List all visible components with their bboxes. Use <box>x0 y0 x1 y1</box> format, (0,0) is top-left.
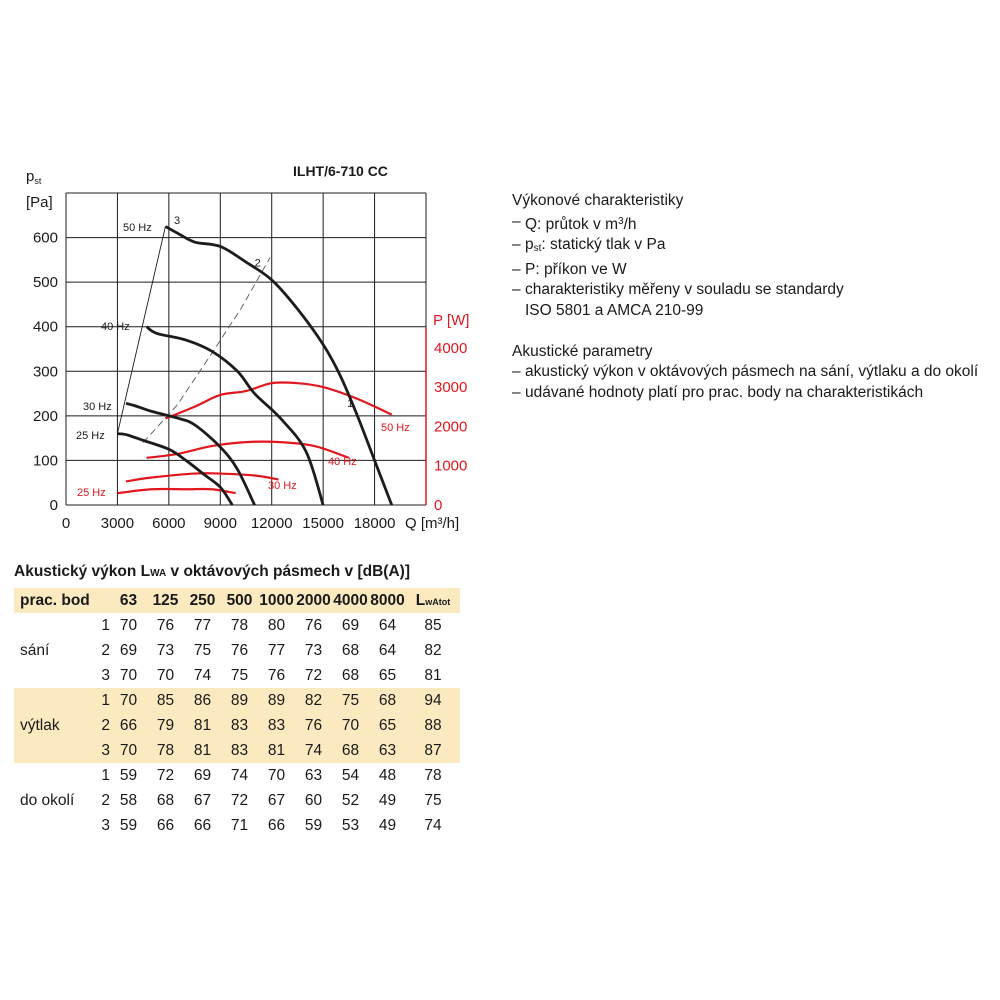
table-group-label <box>14 663 92 688</box>
table-cell: 73 <box>156 641 175 659</box>
y-tick-label: 100 <box>32 452 58 470</box>
chart-title: ILHT/6-710 CC <box>293 163 388 179</box>
table-cell: 81 <box>184 738 221 763</box>
table-cell: 63 <box>369 738 406 763</box>
table-cell: 68 <box>341 666 360 684</box>
table-row <box>14 613 460 638</box>
table-title-post: v oktávových pásmech v [dB(A)] <box>166 563 410 580</box>
table-point-cell: 2 <box>92 713 110 738</box>
table-cell: 76 <box>304 616 323 634</box>
table-cell: 66 <box>267 816 286 834</box>
pressure-series-label: 40 Hz <box>101 321 130 333</box>
table-cell: 78 <box>147 738 184 763</box>
table-cell: 74 <box>230 766 249 784</box>
header-total-sub: wAtot <box>425 596 451 607</box>
table-group-label <box>14 613 92 638</box>
table-cell: 65 <box>369 713 406 738</box>
y-tick-label: 400 <box>32 318 58 336</box>
table-cell: 76 <box>295 713 332 738</box>
table-cell: 49 <box>378 791 397 809</box>
table-cell: 65 <box>378 666 397 684</box>
table-cell: 85 <box>147 688 184 713</box>
table-row <box>14 713 460 738</box>
info-item-p-text: P: příkon ve W <box>525 260 627 278</box>
header-cell-2000: 2000 <box>295 588 332 613</box>
pressure-series-label: 30 Hz <box>83 401 112 413</box>
x-tick-label: 9000 <box>203 515 237 532</box>
table-cell: 79 <box>147 713 184 738</box>
table-cell: 89 <box>258 688 295 713</box>
table-cell: 74 <box>295 738 332 763</box>
table-cell: 81 <box>424 666 442 684</box>
x-axis-label: Q [m³/h] <box>405 515 460 532</box>
y-tick-label: 0 <box>49 497 58 514</box>
table-cell: 77 <box>267 641 286 659</box>
table-cell: 75 <box>332 688 369 713</box>
table-cell: 70 <box>156 666 175 684</box>
table-cell: 68 <box>332 738 369 763</box>
table-point-cell: 2 <box>101 791 110 809</box>
table-cell: 82 <box>295 688 332 713</box>
table-title-sub: WA <box>150 568 167 579</box>
info-item-q-sup: 3 <box>618 215 624 227</box>
y2-tick-label: 2000 <box>434 418 468 436</box>
table-cell: 80 <box>267 616 286 634</box>
table-group-label: do okolí <box>20 791 75 809</box>
table-cell: 75 <box>193 641 212 659</box>
info-item-q-text: Q: průtok v m <box>525 215 619 233</box>
chart-labels <box>26 163 469 532</box>
chart-grid <box>66 193 426 505</box>
table-point-cell: 3 <box>101 816 110 834</box>
table-point-cell: 3 <box>101 666 110 684</box>
info-item-pst-text: p <box>525 236 534 254</box>
header-cell-4000: 4000 <box>332 588 369 613</box>
table-body <box>14 613 460 838</box>
table-row <box>14 688 460 713</box>
table-cell: 72 <box>156 766 175 784</box>
table-cell: 64 <box>378 616 397 634</box>
table-cell: 72 <box>230 791 249 809</box>
table-point-cell: 1 <box>92 688 110 713</box>
operating-point-label: 3 <box>174 215 181 228</box>
table-group-label <box>14 688 92 713</box>
table-cell: 63 <box>304 766 323 784</box>
table-cell: 64 <box>378 641 397 659</box>
table-cell: 85 <box>424 616 442 634</box>
table-cell: 68 <box>156 791 175 809</box>
table-cell: 49 <box>378 816 397 834</box>
y-tick-label: 200 <box>32 407 58 425</box>
y-tick-label: 600 <box>32 229 58 247</box>
table-cell: 70 <box>119 666 138 684</box>
table-point-cell: 2 <box>101 641 110 659</box>
header-cell-point: prac. bod <box>14 588 110 613</box>
table-cell: 59 <box>119 816 138 834</box>
table-cell: 70 <box>119 616 138 634</box>
table-header-row <box>14 588 460 613</box>
table-cell: 66 <box>156 816 175 834</box>
header-total-main: L <box>415 591 426 609</box>
acoustic-table <box>14 588 460 838</box>
table-group-label <box>14 813 92 838</box>
x-tick-label: 15000 <box>302 515 345 532</box>
table-cell: 74 <box>193 666 212 684</box>
power-series-label: 40 Hz <box>328 456 357 468</box>
header-cell-500: 500 <box>221 588 258 613</box>
table-cell: 76 <box>230 641 249 659</box>
table-group-label: sání <box>20 641 50 659</box>
info-list-performance <box>512 212 992 301</box>
table-cell: 87 <box>406 738 460 763</box>
table-cell: 78 <box>424 766 442 784</box>
table-cell: 73 <box>304 641 323 659</box>
table-cell: 83 <box>221 738 258 763</box>
header-cell-250: 250 <box>184 588 221 613</box>
y-axis-label: $p_{st}$ <box>26 168 42 186</box>
system-curves <box>117 226 270 442</box>
y2-tick-label: 1000 <box>434 457 468 475</box>
y2-tick-label: 0 <box>434 497 443 514</box>
table-group-label <box>14 738 92 763</box>
info-heading-acoustic: Akustické parametry <box>512 342 653 360</box>
table-cell: 68 <box>369 688 406 713</box>
table-row <box>14 663 460 688</box>
y2-axis-label: P [W] <box>433 312 470 329</box>
table-cell: 70 <box>110 688 147 713</box>
table-title-pre: Akustický výkon L <box>14 563 151 580</box>
x-tick-label: 12000 <box>250 515 293 532</box>
info-item-p <box>512 260 992 281</box>
table-row <box>14 738 460 763</box>
table-cell: 70 <box>267 766 286 784</box>
table-cell: 76 <box>267 666 286 684</box>
table-cell: 70 <box>332 713 369 738</box>
header-cell-8000: 8000 <box>369 588 406 613</box>
info-item-pst-sub: st <box>533 243 542 255</box>
pressure-curve-50hz <box>165 226 391 505</box>
y2-tick-label: 3000 <box>434 379 468 397</box>
header-cell-63: 63 <box>110 588 147 613</box>
info-item-q <box>512 212 992 236</box>
power-series-label: 30 Hz <box>268 480 297 492</box>
table-row <box>14 638 460 663</box>
info-item-pst <box>512 235 992 260</box>
x-tick-label: 0 <box>61 515 71 532</box>
table-cell: 70 <box>110 738 147 763</box>
table-row <box>14 788 460 813</box>
info-item-acoustic-1: – akustický výkon v oktávových pásmech na sání, výtlaku a do okolí <box>512 362 992 383</box>
operating-point-label: 2 <box>254 257 261 270</box>
table-cell: 53 <box>341 816 360 834</box>
table-cell: 58 <box>119 791 138 809</box>
table-row <box>14 763 460 788</box>
table-cell: 66 <box>110 713 147 738</box>
y2-tick-label: 4000 <box>434 339 468 357</box>
table-cell: 59 <box>119 766 138 784</box>
table-cell: 59 <box>304 816 323 834</box>
table-cell: 67 <box>193 791 212 809</box>
info-standards-cont: ISO 5801 a AMCA 210-99 <box>525 301 704 319</box>
info-list-acoustic <box>512 362 992 403</box>
table-cell: 69 <box>193 766 212 784</box>
info-item-q-unit: /h <box>623 215 637 233</box>
table-cell: 74 <box>424 816 442 834</box>
table-cell: 71 <box>230 816 249 834</box>
y-axis-unit: [Pa] <box>26 194 53 211</box>
info-item-standards <box>512 280 992 301</box>
table-cell: 83 <box>258 713 295 738</box>
table-cell: 81 <box>184 713 221 738</box>
table-cell: 94 <box>406 688 460 713</box>
header-cell-total <box>406 588 460 613</box>
table-cell: 78 <box>230 616 249 634</box>
table-cell: 77 <box>193 616 212 634</box>
table-cell: 68 <box>341 641 360 659</box>
y-tick-label: 300 <box>32 363 58 381</box>
power-curve-25hz <box>117 489 235 493</box>
info-item-pst-desc: : statický tlak v Pa <box>541 236 666 254</box>
table-cell: 60 <box>304 791 323 809</box>
info-item-acoustic-2: – udávané hodnoty platí pro prac. body na charakteristikách <box>512 383 992 404</box>
table-cell: 88 <box>406 713 460 738</box>
x-tick-label: 18000 <box>353 515 396 532</box>
table-cell: 67 <box>267 791 286 809</box>
header-cell-125: 125 <box>147 588 184 613</box>
power-series-label: 25 Hz <box>77 487 106 499</box>
table-title <box>14 563 410 581</box>
table-cell: 48 <box>378 766 397 784</box>
info-heading-performance: Výkonové charakteristiky <box>512 192 684 209</box>
fan-performance-chart <box>0 150 500 540</box>
table-cell: 89 <box>221 688 258 713</box>
table-cell: 72 <box>304 666 323 684</box>
header-cell-1000: 1000 <box>258 588 295 613</box>
table-cell: 69 <box>341 616 360 634</box>
y-tick-label: 500 <box>32 274 58 292</box>
table-cell: 75 <box>230 666 249 684</box>
table-cell: 75 <box>424 791 442 809</box>
info-panel <box>512 191 992 403</box>
table-group-label <box>14 763 92 788</box>
table-cell: 83 <box>221 713 258 738</box>
table-group-label: výtlak <box>14 713 92 738</box>
table-cell: 66 <box>193 816 212 834</box>
table-point-cell: 3 <box>92 738 110 763</box>
table-cell: 86 <box>184 688 221 713</box>
power-series-label: 50 Hz <box>381 422 410 434</box>
table-cell: 52 <box>341 791 360 809</box>
pressure-series-label: 50 Hz <box>123 222 152 234</box>
table-cell: 76 <box>156 616 175 634</box>
operating-point-label: 1 <box>347 397 354 410</box>
table-cell: 81 <box>258 738 295 763</box>
pressure-series-label: 25 Hz <box>76 430 105 442</box>
table-cell: 69 <box>119 641 138 659</box>
info-spacer <box>512 322 992 342</box>
x-tick-label: 3000 <box>100 515 135 532</box>
table-point-cell: 1 <box>101 616 110 634</box>
table-row <box>14 813 460 838</box>
table-cell: 54 <box>341 766 360 784</box>
table-point-cell: 1 <box>101 766 110 784</box>
x-tick-label: 6000 <box>152 515 186 532</box>
info-item-standards-text: charakteristiky měřeny v souladu se standardy <box>525 281 844 299</box>
table-cell: 82 <box>424 641 442 659</box>
